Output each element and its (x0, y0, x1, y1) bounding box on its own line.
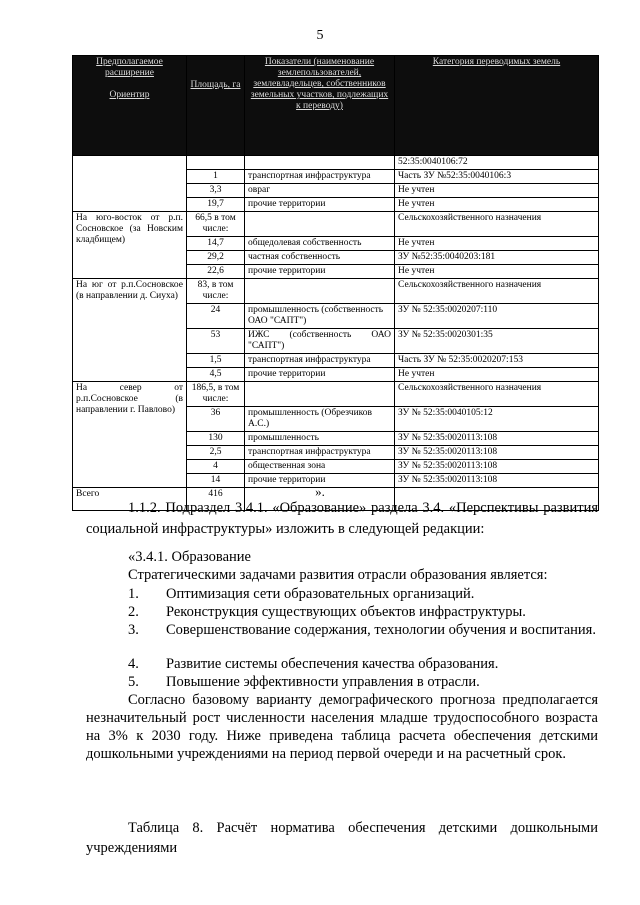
cell-category: ЗУ № 52:35:0020301:35 (395, 329, 599, 354)
list-item-text: Развитие системы обеспечения качества образования. (166, 656, 499, 672)
cell-location (73, 156, 187, 212)
cell-indicator: прочие территории (245, 368, 395, 382)
table-header-row (73, 56, 599, 156)
table-row (73, 156, 599, 170)
cell-category: Сельскохозяйственного назначения (395, 279, 599, 304)
table-caption: Таблица 8. Расчёт норматива обеспечения детскими дошкольными учреждениями (86, 819, 598, 856)
cell-location: Всего (73, 488, 187, 511)
cell-area: 4,5 (187, 368, 245, 382)
cell-area: 83, в том числе: (187, 279, 245, 304)
cell-area: 14 (187, 474, 245, 488)
list-item (128, 585, 598, 603)
list-item-number: 3. (128, 622, 139, 638)
cell-category: ЗУ № 52:35:0020113:108 (395, 460, 599, 474)
list-item-number: 1. (128, 586, 139, 602)
cell-category: Сельскохозяйственного назначения (395, 212, 599, 237)
table-row (73, 279, 599, 304)
header-category: Категория переводимых земель (395, 56, 599, 156)
cell-category: Не учтен (395, 368, 599, 382)
cell-category: Не учтен (395, 198, 599, 212)
list-item-text: Реконструкция существующих объектов инфраструктуры. (166, 604, 526, 620)
header-location-label: Предполагаемое расширение (96, 57, 163, 78)
cell-indicator: овраг (245, 184, 395, 198)
cell-indicator: общественная зона (245, 460, 395, 474)
cell-category: ЗУ № 52:35:0040105:12 (395, 407, 599, 432)
cell-area: 36 (187, 407, 245, 432)
cell-area: 1 (187, 170, 245, 184)
list-item-number: 5. (128, 674, 139, 690)
cell-indicator (245, 382, 395, 407)
cell-category: Часть ЗУ № 52:35:0020207:153 (395, 354, 599, 368)
closing-quote: ». (315, 484, 325, 499)
cell-area: 416 (187, 488, 245, 511)
cell-area: 14,7 (187, 237, 245, 251)
cell-category: ЗУ № 52:35:0020113:108 (395, 432, 599, 446)
cell-category: Часть ЗУ №52:35:0040106:3 (395, 170, 599, 184)
paragraph-demography: Согласно базовому варианту демографического прогноза предполагается незначительный рост численности населения младше трудоспособного возраста на 3% к 2030 году. Ниже приведена таблица расчета обеспечения детскими дошкольными учреждениями на период первой очереди и на расчетный срок. (86, 692, 598, 762)
cell-indicator (245, 156, 395, 170)
cell-area: 4 (187, 460, 245, 474)
cell-area: 19,7 (187, 198, 245, 212)
cell-area: 2,5 (187, 446, 245, 460)
list-item-text: Оптимизация сети образовательных организаций. (166, 586, 475, 602)
header-location (73, 56, 187, 156)
cell-category: 52:35:0040106:72 (395, 156, 599, 170)
cell-area (187, 156, 245, 170)
paragraph-intro: Стратегическими задачами развития отрасли образования является: (128, 567, 548, 583)
cell-area: 3,3 (187, 184, 245, 198)
cell-indicator: прочие территории (245, 198, 395, 212)
list-item-number: 2. (128, 604, 139, 620)
list-item-text: Повышение эффективности управления в отрасли. (166, 674, 480, 690)
cell-category: Сельскохозяйственного назначения (395, 382, 599, 407)
table-row (73, 212, 599, 237)
list-item (86, 621, 598, 639)
cell-category: Не учтен (395, 237, 599, 251)
cell-indicator: промышленность (245, 432, 395, 446)
cell-category: ЗУ № 52:35:0020207:110 (395, 304, 599, 329)
cell-area: 1,5 (187, 354, 245, 368)
cell-area: 22,6 (187, 265, 245, 279)
list-item-number: 4. (128, 656, 139, 672)
page-number: 5 (316, 28, 324, 43)
cell-area: 66,5 в том числе: (187, 212, 245, 237)
cell-indicator: ИЖС (собственность ОАО "САПТ") (245, 329, 395, 354)
list-item (128, 603, 598, 621)
header-indicators: Показатели (наименование землепользователей, землевладельцев, собственников земельных участков, подлежащих к переводу) (245, 56, 395, 156)
cell-category: ЗУ №52:35:0040203:181 (395, 251, 599, 265)
cell-indicator (245, 279, 395, 304)
cell-indicator: общедолевая собственность (245, 237, 395, 251)
list-item-text: Совершенствование содержания, технологии обучения и воспитания. (166, 622, 596, 638)
section-title: «3.4.1. Образование (128, 549, 251, 565)
cell-area: 53 (187, 329, 245, 354)
cell-location: На юго-восток от р.п. Сосновское (за Новским кладбищем) (73, 212, 187, 279)
cell-category: Не учтен (395, 265, 599, 279)
header-area: Площадь, га (187, 56, 245, 156)
cell-area: 186,5, в том числе: (187, 382, 245, 407)
cell-indicator: частная собственность (245, 251, 395, 265)
cell-indicator: транспортная инфраструктура (245, 446, 395, 460)
cell-area: 130 (187, 432, 245, 446)
cell-category: Не учтен (395, 184, 599, 198)
header-orientation-label: Ориентир (109, 90, 150, 100)
cell-indicator: транспортная инфраструктура (245, 170, 395, 184)
list-item (128, 673, 598, 691)
cell-category: ЗУ № 52:35:0020113:108 (395, 474, 599, 488)
cell-indicator: прочие территории (245, 474, 395, 488)
list-item (128, 655, 598, 673)
cell-indicator: транспортная инфраструктура (245, 354, 395, 368)
land-transfer-table (72, 55, 599, 511)
cell-area: 29,2 (187, 251, 245, 265)
cell-indicator: промышленность (Обрезчиков А.С.) (245, 407, 395, 432)
cell-location: На юг от р.п.Сосновское (в направлении д. Сиуха) (73, 279, 187, 382)
cell-category: ЗУ № 52:35:0020113:108 (395, 446, 599, 460)
cell-indicator (245, 212, 395, 237)
paragraph-amendment: 1.1.2. Подраздел 3.4.1. «Образование» раздела 3.4. «Перспективы развития социальной инфраструктуры» изложить в следующей редакции: (86, 500, 598, 537)
cell-area: 24 (187, 304, 245, 329)
cell-indicator: промышленность (собственность ОАО "САПТ") (245, 304, 395, 329)
cell-location: На север от р.п.Сосновское (в направлении г. Павлово) (73, 382, 187, 488)
cell-indicator: прочие территории (245, 265, 395, 279)
table-row (73, 382, 599, 407)
